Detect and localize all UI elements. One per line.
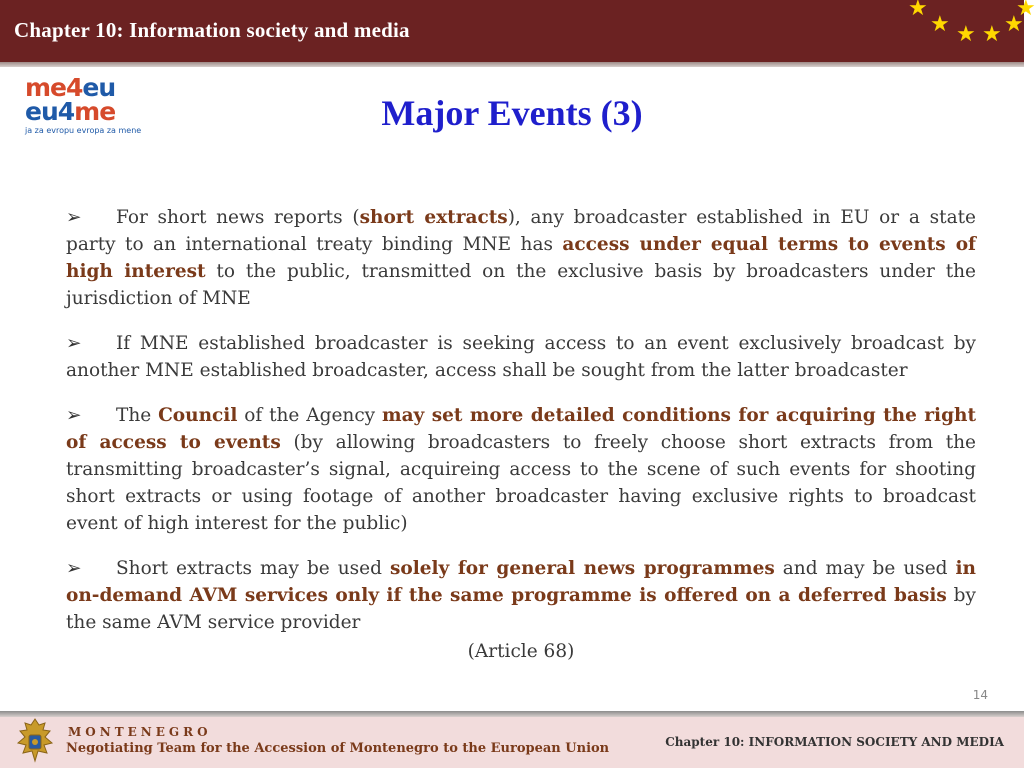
- bullet-paragraph: [66, 330, 976, 384]
- highlight-text: in on-demand AVM services only if the same programme is offered on a deferred basis: [66, 558, 976, 606]
- star-icon: ★: [930, 12, 950, 37]
- star-icon: ★: [1016, 0, 1036, 21]
- star-icon: ★: [956, 22, 976, 47]
- header-bar: [0, 0, 1036, 62]
- text: to the public, transmitted on the exclusive basis by broadcasters under the jurisdiction of MNE: [66, 261, 976, 309]
- text: and may be used: [774, 558, 956, 579]
- slide-title: Major Events (3): [381, 93, 643, 133]
- country-label: MONTENEGRO: [68, 725, 212, 739]
- eu-stars-decoration: [874, 0, 1036, 50]
- arrow-bullet-icon: ➢: [66, 558, 82, 579]
- article-reference: (Article 68): [467, 641, 575, 662]
- logo-subtitle: ja za evropu evropa za mene: [25, 126, 142, 135]
- negotiating-team-label: Negotiating Team for the Accession of Montenegro to the European Union: [66, 741, 610, 756]
- page-number: 14: [972, 688, 988, 702]
- chapter-title: Chapter 10: Information society and media: [14, 18, 410, 42]
- star-icon: ★: [1004, 12, 1024, 37]
- montenegro-crest-icon: [12, 717, 58, 767]
- highlight-text: Council: [158, 405, 238, 426]
- highlight-text: solely for general news programmes: [389, 558, 775, 579]
- logo-text: me: [74, 97, 116, 126]
- arrow-bullet-icon: ➢: [66, 405, 82, 426]
- text: If MNE established broadcaster is seeking access to an event exclusively broadcast by another MNE established broadcaster, access shall be sought from the latter broadcaster: [66, 333, 976, 381]
- bullet-paragraph: [66, 204, 976, 312]
- logo-text: me4: [25, 73, 83, 102]
- arrow-bullet-icon: ➢: [66, 333, 82, 354]
- bullet-paragraph: [66, 555, 976, 636]
- slide-content: [66, 204, 976, 665]
- bullet-paragraph: [66, 402, 976, 537]
- highlight-text: may set more detailed conditions for acquiring the right of access to events: [66, 405, 977, 453]
- text: (by allowing broadcasters to freely choose short extracts from the transmitting broadcaster’s signal, acquireing access to the scene of such events for shooting short extracts or using footage of another broadcaster having exclusive rights to broadcast event of high interest for the public): [66, 432, 976, 534]
- star-icon: ★: [982, 22, 1002, 47]
- logo-text: eu4: [25, 97, 75, 126]
- text: The: [116, 405, 159, 426]
- logo-text: eu: [82, 73, 116, 102]
- text: by the same AVM service provider: [66, 585, 976, 633]
- star-icon: ★: [908, 0, 928, 21]
- header-divider: [0, 62, 1024, 67]
- text: of the Agency: [237, 405, 382, 426]
- arrow-bullet-icon: ➢: [66, 207, 82, 228]
- text: For short news reports (: [116, 207, 360, 228]
- text: Short extracts may be used: [116, 558, 390, 579]
- text: ), any broadcaster established in EU or a state party to an international treaty binding MNE has: [66, 207, 977, 255]
- highlight-text: access under equal terms to events of high interest: [66, 234, 976, 282]
- footer-chapter-label: Chapter 10: INFORMATION SOCIETY AND MEDIA: [665, 735, 1004, 749]
- highlight-text: short extracts: [359, 207, 508, 228]
